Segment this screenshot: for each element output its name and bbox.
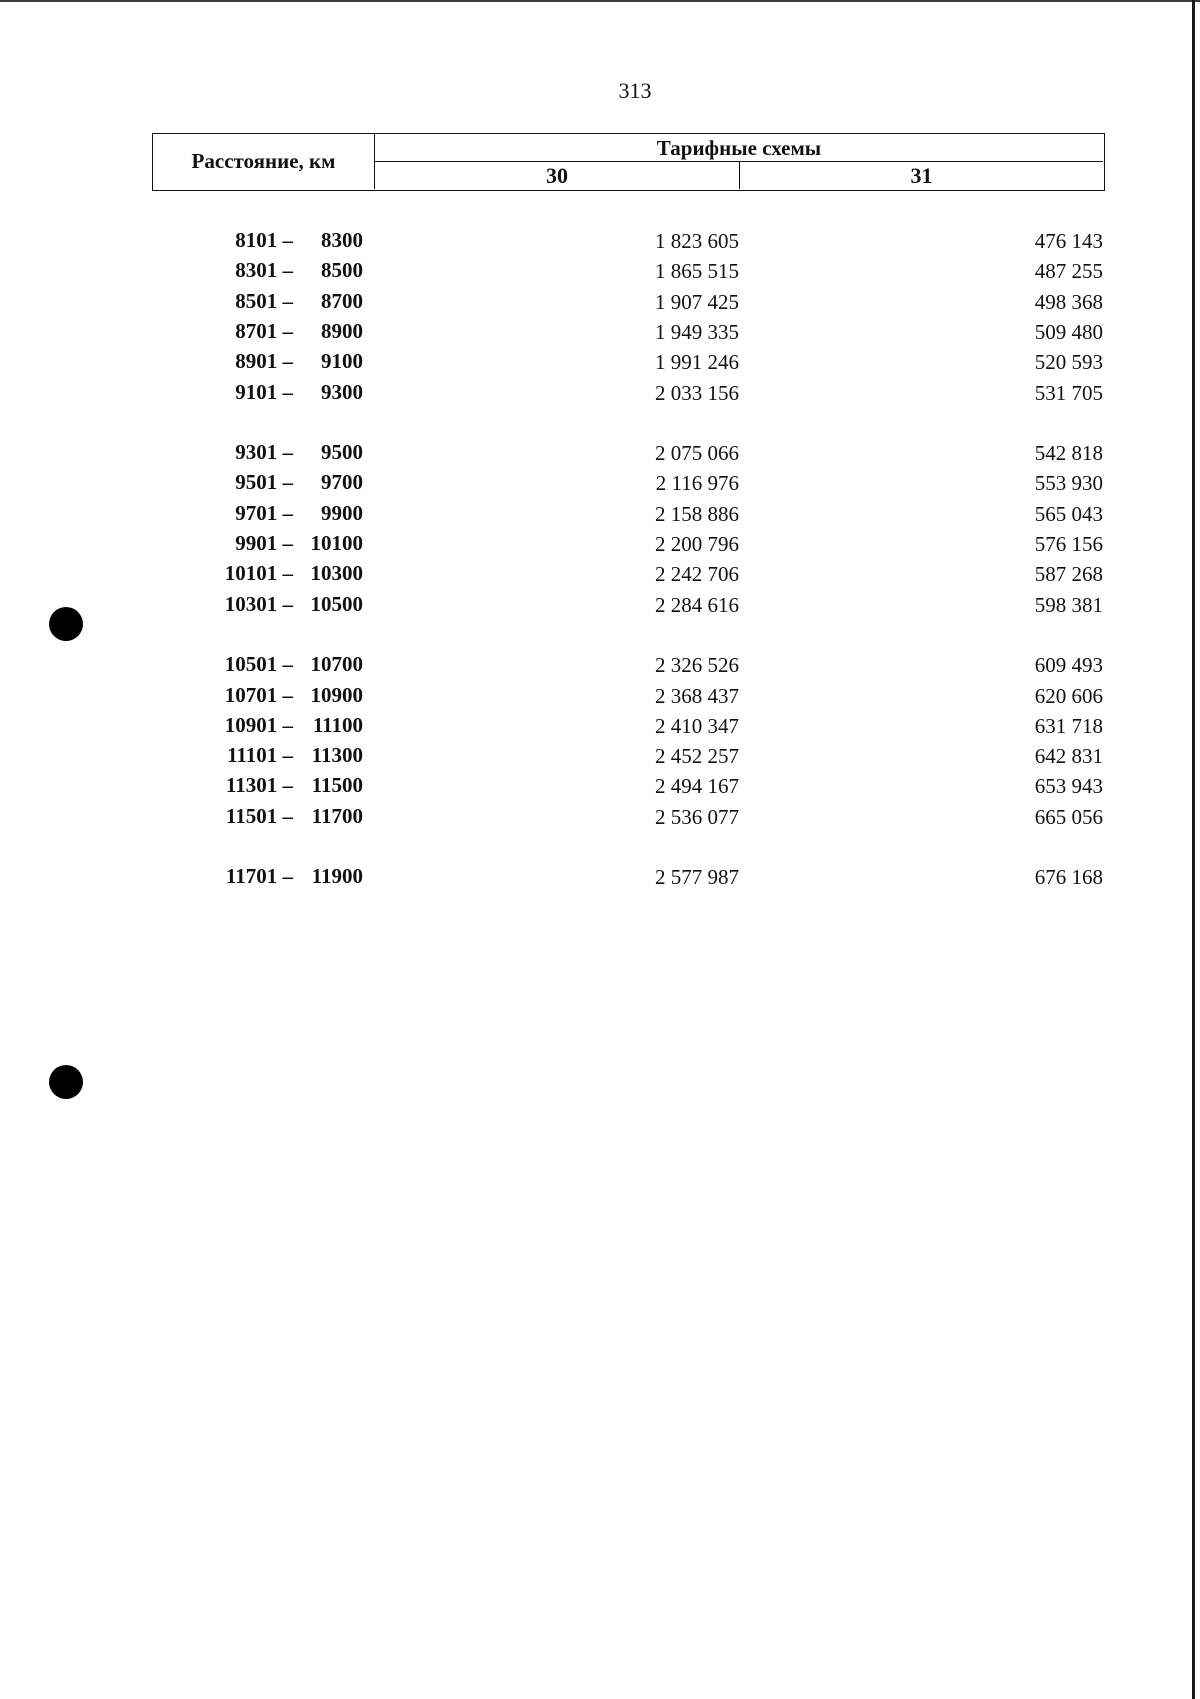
distance-from: 10101 – (224, 561, 293, 586)
distance-to: 9300 (321, 379, 363, 404)
scheme-30-value: 1 991 246 (655, 350, 739, 375)
distance-from: 10501 – (224, 652, 293, 677)
distance-from: 8101 – (235, 228, 293, 252)
punch-hole-upper (49, 607, 83, 641)
scheme-30-value: 1 907 425 (655, 289, 739, 314)
scheme-31-value: 487 255 (1034, 259, 1103, 284)
scheme-31-value: 531 705 (1034, 380, 1103, 405)
page-number: 313 (618, 78, 652, 103)
table-row (0, 683, 1200, 713)
distance-from: 9501 – (235, 470, 293, 495)
scheme-31-value: 565 043 (1034, 501, 1103, 526)
distance-from: 9101 – (235, 379, 293, 404)
scheme-30-value: 2 452 257 (655, 744, 739, 769)
distance-from: 9301 – (235, 440, 293, 465)
distance-from: 9901 – (235, 531, 293, 555)
scheme-30-value: 2 410 347 (655, 713, 739, 738)
distance-from: 11301 – (225, 773, 293, 798)
scheme-30-value: 2 242 706 (655, 562, 739, 587)
punch-hole-lower (49, 1065, 83, 1099)
distance-column-label: Расстояние, км (191, 149, 336, 173)
scheme-30-value: 2 116 976 (655, 471, 739, 496)
distance-from: 11101 – (227, 743, 293, 768)
distance-from: 8501 – (235, 288, 293, 313)
scheme-31-value: 676 168 (1034, 865, 1103, 890)
distance-to: 9100 (321, 349, 363, 374)
scheme-31-value: 476 143 (1034, 229, 1103, 253)
scheme-31-value: 542 818 (1034, 441, 1103, 466)
table-row (0, 319, 1200, 349)
scheme-30-value: 2 075 066 (655, 441, 739, 466)
table-row (0, 289, 1200, 319)
distance-from: 10301 – (224, 591, 293, 616)
scheme-31-value: 665 056 (1034, 804, 1103, 829)
table-row (0, 864, 1200, 894)
scheme-31-value: 598 381 (1034, 592, 1103, 617)
table-row (0, 349, 1200, 379)
scheme-30-value: 1 823 605 (655, 229, 739, 253)
table-row (0, 804, 1200, 834)
distance-from: 11701 – (225, 864, 293, 889)
distance-to: 8300 (321, 228, 363, 252)
scheme-30-value: 2 368 437 (655, 683, 739, 708)
distance-to: 11700 (311, 803, 363, 828)
scheme-30-value: 2 200 796 (655, 532, 739, 556)
distance-from: 10901 – (224, 712, 293, 737)
scheme-31-value: 553 930 (1034, 471, 1103, 496)
table-row (0, 531, 1200, 561)
scheme-30-value: 2 158 886 (655, 501, 739, 526)
scheme-31-value: 498 368 (1034, 289, 1103, 314)
distance-from: 9701 – (235, 500, 293, 525)
distance-from: 8301 – (235, 258, 293, 283)
distance-to: 9900 (321, 500, 363, 525)
scheme-30-value: 2 033 156 (655, 380, 739, 405)
distance-to: 11900 (311, 864, 363, 889)
distance-to: 11500 (311, 773, 363, 798)
scheme-31-value: 620 606 (1034, 683, 1103, 708)
distance-to: 10300 (310, 561, 363, 586)
table-row (0, 440, 1200, 470)
table-row (0, 652, 1200, 682)
distance-to: 11100 (312, 712, 363, 737)
distance-to: 11300 (311, 743, 363, 768)
scheme-30-header: 30 (375, 162, 740, 189)
distance-to: 10700 (310, 652, 363, 677)
table-row (0, 713, 1200, 743)
distance-to: 10900 (310, 682, 363, 707)
distance-to: 10500 (310, 591, 363, 616)
scheme-31-value: 509 480 (1034, 319, 1103, 344)
scheme-30-value: 1 949 335 (655, 319, 739, 344)
distance-from: 10701 – (224, 682, 293, 707)
distance-to: 10100 (310, 531, 363, 555)
scheme-31-value: 587 268 (1034, 562, 1103, 587)
scheme-31-value: 653 943 (1034, 774, 1103, 799)
table-row (0, 773, 1200, 803)
scheme-30-value: 2 536 077 (655, 804, 739, 829)
table-row (0, 592, 1200, 622)
distance-to: 8500 (321, 258, 363, 283)
scheme-31-value: 576 156 (1034, 532, 1103, 556)
scheme-30-value: 2 326 526 (655, 653, 739, 678)
tariff-schemes-header: Тарифные схемы (375, 134, 1103, 162)
distance-to: 8900 (321, 318, 363, 343)
distance-from: 8701 – (235, 318, 293, 343)
scheme-31-header: 31 (910, 163, 933, 188)
scheme-30-value: 2 494 167 (655, 774, 739, 799)
scheme-31-value: 609 493 (1034, 653, 1103, 678)
scheme-30-value: 1 865 515 (655, 259, 739, 284)
table-row (0, 501, 1200, 531)
table-row (0, 561, 1200, 591)
table-row (0, 228, 1200, 258)
table-row (0, 380, 1200, 410)
distance-from: 8901 – (235, 349, 293, 374)
scheme-31-value: 631 718 (1034, 713, 1103, 738)
scheme-31-value: 520 593 (1034, 350, 1103, 375)
table-row (0, 470, 1200, 500)
table-row (0, 743, 1200, 773)
distance-to: 9700 (321, 470, 363, 495)
scheme-30-value: 2 284 616 (655, 592, 739, 617)
scheme-31-value: 642 831 (1034, 744, 1103, 769)
scheme-30-value: 2 577 987 (655, 865, 739, 890)
distance-to: 9500 (321, 440, 363, 465)
distance-from: 11501 – (225, 803, 293, 828)
table-row (0, 258, 1200, 288)
distance-to: 8700 (321, 288, 363, 313)
